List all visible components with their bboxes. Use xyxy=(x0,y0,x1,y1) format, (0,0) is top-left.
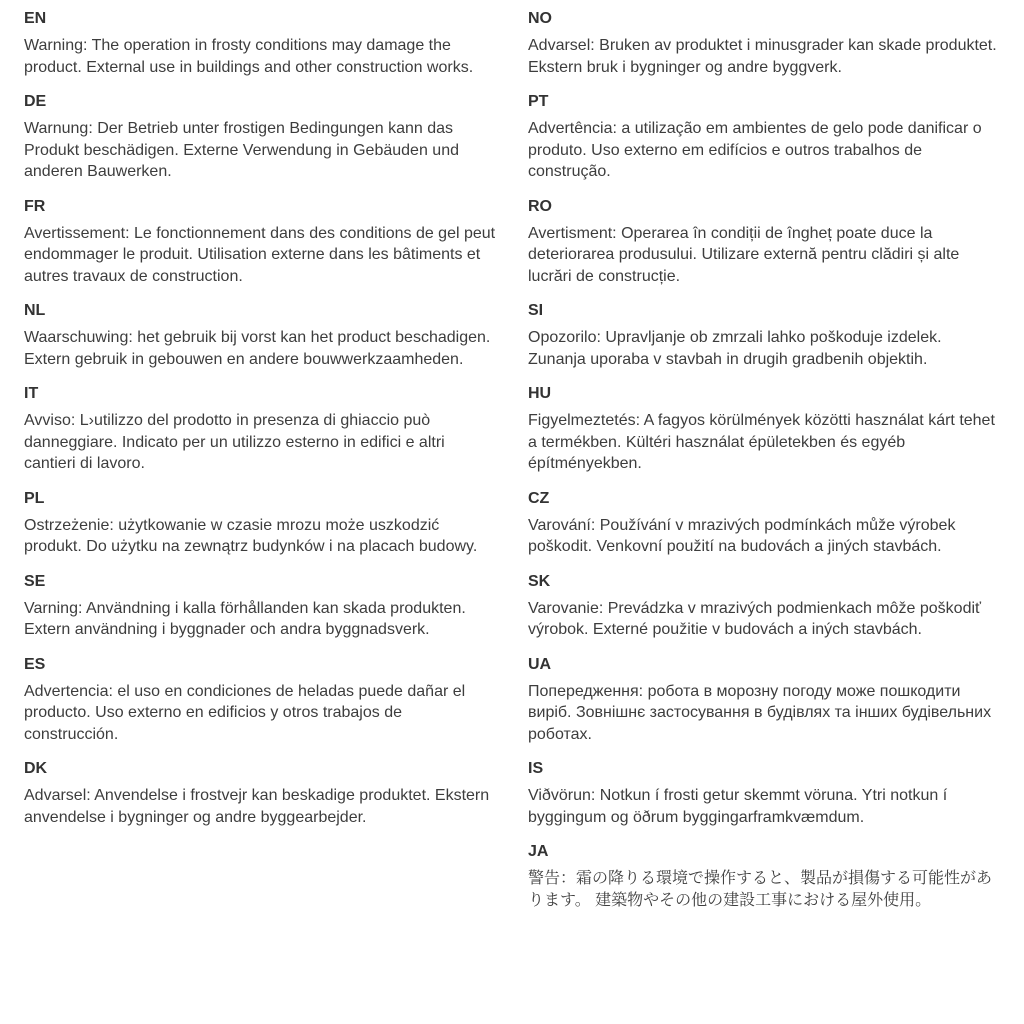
lang-code: UA xyxy=(528,655,552,673)
lang-section-pt xyxy=(528,91,1002,183)
lang-section-nl xyxy=(24,300,498,370)
warning-text: Viðvörun: Notkun í frosti getur skemmt vöruna. Ytri notkun í byggingum og öðrum byggingarframkvæmdum. xyxy=(528,787,948,826)
lang-section-sk xyxy=(528,571,1002,641)
lang-code: ES xyxy=(24,655,46,673)
lang-section-dk xyxy=(24,758,498,828)
lang-section-is xyxy=(528,758,1002,828)
lang-code: NO xyxy=(528,10,552,27)
warning-text: Advertência: a utilização em ambientes de gelo pode danificar o produto. Uso externo em edifícios e outros trabalhos de construção. xyxy=(528,120,982,180)
lang-section-it xyxy=(24,383,498,475)
warning-text: Ostrzeżenie: użytkowanie w czasie mrozu może uszkodzić produkt. Do użytku na zewnątrz budynków i na placach budowy. xyxy=(24,516,478,555)
warning-text: Figyelmeztetés: A fagyos körülmények közötti használat kárt tehet a termékben. Kültéri használat épületekben és egyéb építményekben. xyxy=(528,412,995,472)
right-column xyxy=(528,8,1002,924)
warning-text: Advarsel: Bruken av produktet i minusgrader kan skade produktet. Ekstern bruk i bygninger og andre byggverk. xyxy=(528,37,997,76)
lang-code: CZ xyxy=(528,489,550,507)
warning-text: Warnung: Der Betrieb unter frostigen Bedingungen kann das Produkt beschädigen. Externe Verwendung in Gebäuden und anderen Bauwerken. xyxy=(24,120,459,180)
lang-code: NL xyxy=(24,302,46,319)
left-column xyxy=(24,8,498,924)
warning-text: 警告：霜の降りる環境で操作すると、製品が損傷する可能性があります。 建築物やその他の建設工事における屋外使用。 xyxy=(528,870,993,909)
lang-section-no xyxy=(528,8,1002,78)
warning-text: Varování: Používání v mrazivých podmínkách může výrobek poškodit. Venkovní použití na budovách a jiných stavbách. xyxy=(528,516,956,555)
lang-code: EN xyxy=(24,10,47,27)
warning-text: Waarschuwing: het gebruik bij vorst kan het product beschadigen. Extern gebruik in gebouwen en andere bouwwerkzaamheden. xyxy=(24,329,491,368)
warning-text: Avertisment: Operarea în condiții de îngheț poate duce la deteriorarea produsului. Utilizare externă pentru clădiri și alte lucrări de construcție. xyxy=(528,224,960,285)
lang-code: SI xyxy=(528,302,544,319)
lang-section-en xyxy=(24,8,498,78)
lang-code: IT xyxy=(24,385,39,402)
warning-text: Warning: The operation in frosty conditions may damage the product. External use in buildings and other construction works. xyxy=(24,37,474,76)
lang-code: RO xyxy=(528,197,552,215)
lang-section-pl xyxy=(24,488,498,558)
lang-section-de xyxy=(24,91,498,183)
lang-section-ro xyxy=(528,196,1002,288)
lang-code: SE xyxy=(24,572,46,590)
warning-text: Avviso: L›utilizzo del prodotto in presenza di ghiaccio può danneggiare. Indicato per un utilizzo esterno in edifici e altri cantieri di lavoro. xyxy=(24,412,445,472)
lang-section-fr xyxy=(24,196,498,288)
warning-text: Advertencia: el uso en condiciones de heladas puede dañar el producto. Uso externo en edificios y otros trabajos de construcción. xyxy=(24,682,466,743)
lang-code: DE xyxy=(24,93,47,110)
warning-text: Попередження: робота в морозну погоду може пошкодити виріб. Зовнішнє застосування в будівлях та інших будівельних роботах. xyxy=(528,682,992,743)
warning-text: Varovanie: Prevádzka v mrazivých podmienkach môže poškodiť výrobok. Externé použitie v budovách a iných stavbách. xyxy=(528,599,982,638)
lang-code: PL xyxy=(24,489,45,507)
lang-code: SK xyxy=(528,572,551,590)
warning-text: Advarsel: Anvendelse i frostvejr kan beskadige produktet. Ekstern anvendelse i bygninger og andre byggearbejder. xyxy=(24,787,490,826)
warning-text: Opozorilo: Upravljanje ob zmrzali lahko poškoduje izdelek. Zunanja uporaba v stavbah in drugih gradbenih objektih. xyxy=(528,329,942,368)
warning-text: Varning: Användning i kalla förhållanden kan skada produkten. Extern användning i byggnader och andra byggnadsverk. xyxy=(24,599,466,638)
lang-section-hu xyxy=(528,383,1002,475)
lang-code: PT xyxy=(528,93,549,110)
lang-code: HU xyxy=(528,385,552,402)
lang-code: DK xyxy=(24,760,48,777)
lang-code: JA xyxy=(528,843,549,860)
warning-text: Avertissement: Le fonctionnement dans des conditions de gel peut endommager le produit. Utilisation externe dans les bâtiments et autres travaux de construction. xyxy=(24,224,496,285)
lang-code: IS xyxy=(528,760,544,777)
lang-section-es xyxy=(24,654,498,746)
lang-section-ja xyxy=(528,841,1002,911)
lang-section-se xyxy=(24,571,498,641)
lang-section-cz xyxy=(528,488,1002,558)
lang-code: FR xyxy=(24,197,46,215)
lang-section-si xyxy=(528,300,1002,370)
lang-section-ua xyxy=(528,654,1002,746)
